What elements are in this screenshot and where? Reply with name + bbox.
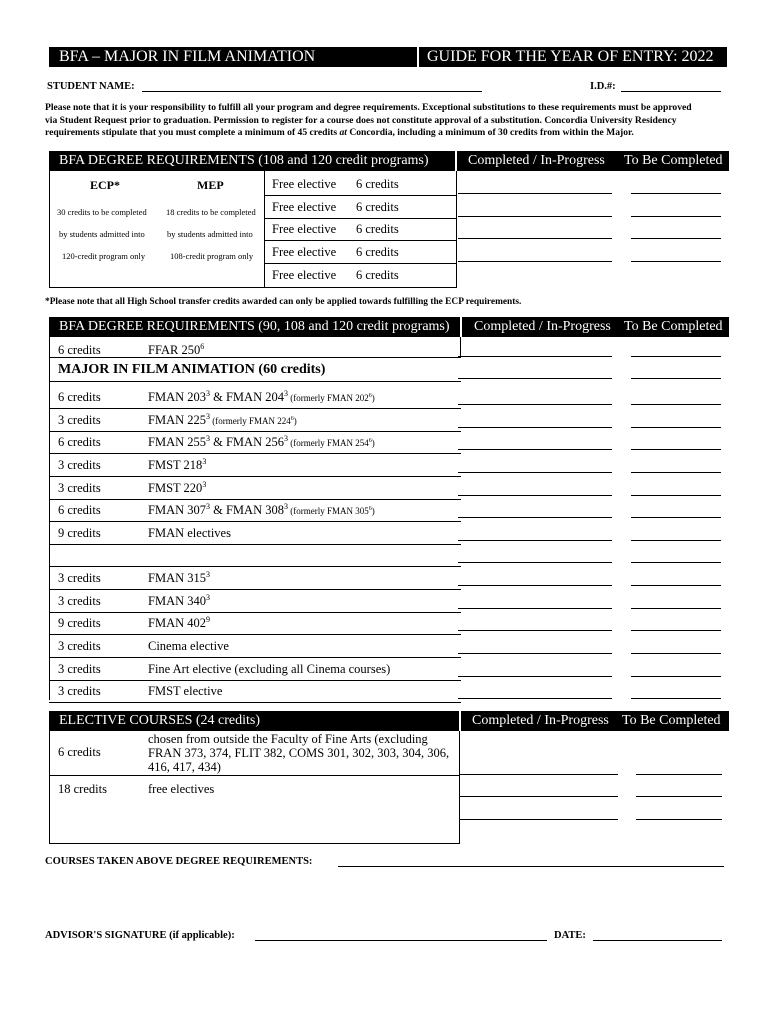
completed-field[interactable] — [458, 472, 612, 473]
completed-field[interactable] — [458, 585, 612, 586]
section3-title: ELECTIVE COURSES (24 credits) — [59, 713, 261, 728]
tobe-field[interactable] — [636, 796, 722, 797]
course-name: Fine Art elective (excluding all Cinema courses) — [148, 662, 391, 676]
intro-note: Please note that it is your responsibility to fulfill all your program and degree requirements. Exceptional substitutions to these requirements must be approved via Student Request prior to graduation. Permission to register for a course does not constitute approval of a substitution. Concordia University Residency requirements stipulate that you must complete a minimum of 45 credits at Concordia, including a minimum of 30 credits from within the Major. — [45, 102, 692, 138]
free-elective-credits: 6 credits — [356, 268, 399, 282]
courses-above-field[interactable] — [338, 866, 724, 867]
tobe-field[interactable] — [631, 608, 721, 609]
section2-completed-header: Completed / In-Progress — [474, 319, 611, 334]
course-name: FMST elective — [148, 684, 223, 698]
formerly-note: (formerly FMAN $305^6$) — [287, 506, 375, 516]
mep-note-1: 18 credits to be completed — [166, 207, 256, 217]
tobe-field[interactable] — [631, 698, 721, 699]
section1-title: BFA DEGREE REQUIREMENTS (108 and 120 credit programs) — [59, 153, 429, 168]
course-credits: 6 credits — [58, 435, 101, 449]
completed-field[interactable] — [460, 796, 618, 797]
course-credits: 3 credits — [58, 594, 101, 608]
completed-field[interactable] — [458, 356, 612, 357]
tobe-field[interactable] — [636, 819, 722, 820]
tobe-field[interactable] — [631, 495, 721, 496]
tobe-field[interactable] — [631, 472, 721, 473]
completed-field[interactable] — [458, 676, 612, 677]
course-credits: 3 credits — [58, 684, 101, 698]
advisor-signature-label: ADVISOR'S SIGNATURE (if applicable): — [45, 930, 235, 941]
completed-field[interactable] — [458, 608, 612, 609]
student-name-field[interactable] — [142, 91, 482, 92]
outside-faculty-desc-2: FRAN 373, 374, FLIT 382, COMS 301, 302, 303, 304, 306, — [148, 746, 450, 760]
free-elective-credits: 6 credits — [356, 177, 399, 191]
tobe-field[interactable] — [631, 216, 721, 217]
outside-faculty-credits: 6 credits — [58, 745, 101, 759]
completed-field[interactable] — [458, 495, 612, 496]
tobe-field[interactable] — [631, 676, 721, 677]
course-name: FMAN $225^3$ (formerly FMAN $224^6$) — [148, 411, 297, 427]
tobe-field[interactable] — [631, 356, 721, 357]
course-name: FMAN $315^3$ — [148, 569, 210, 585]
free-elective-label: Free elective — [272, 177, 337, 191]
course-name: FMAN $340^3$ — [148, 592, 210, 608]
course-credits: 3 credits — [58, 662, 101, 676]
completed-field[interactable] — [458, 540, 612, 541]
tobe-field[interactable] — [636, 774, 722, 775]
mep-note-2: by students admitted into — [167, 229, 253, 239]
completed-field[interactable] — [458, 517, 612, 518]
id-label: I.D.#: — [590, 81, 616, 92]
formerly-note: (formerly FMAN $254^6$) — [287, 438, 375, 448]
ecp-header: ECP* — [90, 178, 120, 192]
outside-faculty-desc-3: 416, 417, 434) — [148, 760, 221, 774]
date-field[interactable] — [593, 940, 722, 941]
tobe-field[interactable] — [631, 404, 721, 405]
major-title: MAJOR IN FILM ANIMATION (60 credits) — [58, 362, 326, 377]
section2-title: BFA DEGREE REQUIREMENTS (90, 108 and 120 credit programs) — [59, 319, 450, 334]
tobe-field[interactable] — [631, 378, 721, 379]
tobe-field[interactable] — [631, 238, 721, 239]
completed-field[interactable] — [458, 404, 612, 405]
ecp-footnote: *Please note that all High School transfer credits awarded can only be applied towards fulfilling the ECP requirements. — [45, 297, 522, 307]
course-credits: 3 credits — [58, 458, 101, 472]
tobe-field[interactable] — [631, 517, 721, 518]
section1-completed-header: Completed / In-Progress — [468, 153, 605, 168]
ecp-note-3: 120-credit program only — [62, 251, 146, 261]
course-credits: 3 credits — [58, 413, 101, 427]
free-elective-credits: 6 credits — [356, 245, 399, 259]
course-name: FMAN $307^3$ & FMAN $308^3$ (formerly FMAN $305^6$) — [148, 501, 375, 517]
course-credits: 9 credits — [58, 526, 101, 540]
tobe-field[interactable] — [631, 562, 721, 563]
free-elective-label: Free elective — [272, 222, 337, 236]
ffar-credits: 6 credits — [58, 343, 101, 357]
student-name-label: STUDENT NAME: — [47, 81, 135, 92]
completed-field[interactable] — [458, 261, 612, 262]
course-credits: 3 credits — [58, 571, 101, 585]
tobe-field[interactable] — [631, 540, 721, 541]
tobe-field[interactable] — [631, 653, 721, 654]
advisor-signature-field[interactable] — [255, 940, 547, 941]
date-label: DATE: — [554, 930, 586, 941]
free-elective-label: Free elective — [272, 268, 337, 282]
course-name: Cinema elective — [148, 639, 229, 653]
course-credits: 3 credits — [58, 639, 101, 653]
completed-field[interactable] — [458, 216, 612, 217]
title-bar — [49, 47, 727, 67]
mep-note-3: 108-credit program only — [170, 251, 254, 261]
section3-completed-header: Completed / In-Progress — [472, 713, 609, 728]
completed-field[interactable] — [458, 378, 612, 379]
free-elective-credits: 6 credits — [356, 200, 399, 214]
formerly-note: (formerly FMAN $202^6$) — [287, 393, 375, 403]
completed-field[interactable] — [458, 238, 612, 239]
tobe-field[interactable] — [631, 427, 721, 428]
completed-field[interactable] — [460, 774, 618, 775]
course-name: FMAN $402^9$ — [148, 614, 210, 630]
course-name: FMST $220^3$ — [148, 479, 207, 495]
course-name: FMST $218^3$ — [148, 456, 207, 472]
courses-above-label: COURSES TAKEN ABOVE DEGREE REQUIREMENTS: — [45, 856, 313, 867]
section3-header — [49, 711, 729, 731]
formerly-note: (formerly FMAN $224^6$) — [210, 416, 297, 426]
section3-tobe-header: To Be Completed — [622, 713, 721, 728]
course-credits: 3 credits — [58, 481, 101, 495]
free-elective-credits: 6 credits — [356, 222, 399, 236]
free-electives-credits: 18 credits — [58, 782, 107, 796]
course-credits: 6 credits — [58, 503, 101, 517]
course-name: FMAN $203^3$ & FMAN $204^3$ (formerly FMAN $202^6$) — [148, 388, 375, 404]
free-electives-desc: free electives — [148, 782, 215, 796]
section2-tobe-header: To Be Completed — [624, 319, 723, 334]
completed-field[interactable] — [458, 562, 612, 563]
course-credits: 9 credits — [58, 616, 101, 630]
completed-field[interactable] — [458, 427, 612, 428]
section1-tobe-header: To Be Completed — [624, 153, 723, 168]
course-name: FMAN $255^3$ & FMAN $256^3$ (formerly FMAN $254^6$) — [148, 433, 375, 449]
guide-year-title: GUIDE FOR THE YEAR OF ENTRY: 2022 — [427, 48, 714, 65]
completed-field[interactable] — [458, 653, 612, 654]
id-field[interactable] — [621, 91, 721, 92]
tobe-field[interactable] — [631, 193, 721, 194]
section2-header — [49, 317, 729, 337]
course-credits: 6 credits — [58, 390, 101, 404]
completed-field[interactable] — [458, 698, 612, 699]
tobe-field[interactable] — [631, 261, 721, 262]
completed-field[interactable] — [460, 819, 618, 820]
page-title: BFA – MAJOR IN FILM ANIMATION — [59, 48, 316, 65]
outside-faculty-desc-1: chosen from outside the Faculty of Fine Arts (excluding — [148, 732, 428, 746]
free-elective-label: Free elective — [272, 200, 337, 214]
course-name: FMAN electives — [148, 526, 231, 540]
completed-field[interactable] — [458, 449, 612, 450]
section1-header — [49, 151, 729, 171]
completed-field[interactable] — [458, 630, 612, 631]
tobe-field[interactable] — [631, 630, 721, 631]
ecp-note-1: 30 credits to be completed — [57, 207, 147, 217]
free-elective-label: Free elective — [272, 245, 337, 259]
tobe-field[interactable] — [631, 585, 721, 586]
ecp-note-2: by students admitted into — [59, 229, 145, 239]
mep-header: MEP — [197, 178, 224, 192]
tobe-field[interactable] — [631, 449, 721, 450]
ffar-course: FFAR $250^6$ — [148, 341, 205, 357]
completed-field[interactable] — [458, 193, 612, 194]
